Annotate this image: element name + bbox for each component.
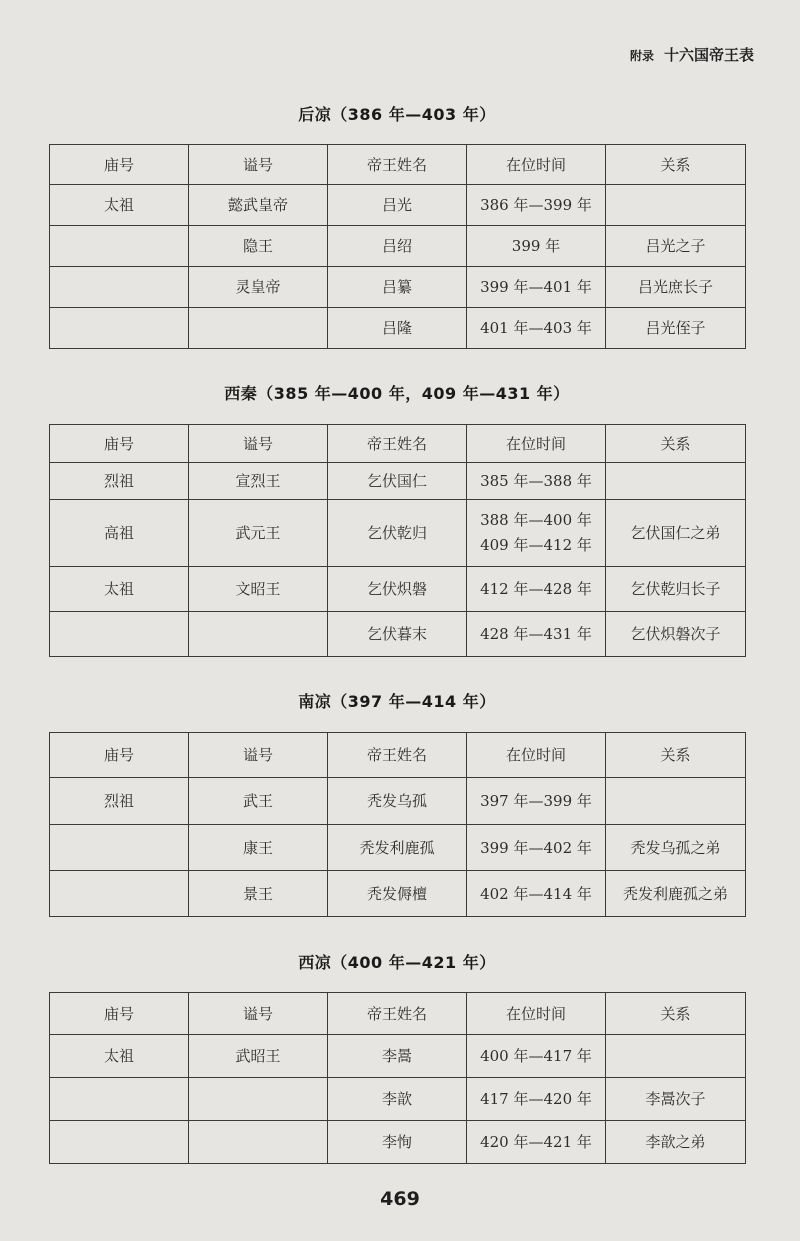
table-row [50, 871, 746, 917]
header-cell: 谥号 [189, 733, 328, 778]
table-row [50, 463, 746, 500]
table-header-row [50, 145, 746, 185]
table-cell: 秃发乌孤之弟 [606, 825, 746, 871]
table-cell: 385 年—388 年 [467, 463, 606, 500]
header-cell: 在位时间 [467, 993, 606, 1035]
table-cell: 417 年—420 年 [467, 1078, 606, 1121]
table-cell: 388 年—400 年 409 年—412 年 [467, 500, 606, 567]
header-cell: 庙号 [50, 425, 189, 463]
section-title: 后凉（386 年—403 年） [298, 105, 496, 124]
table-cell: 乞伏乾归长子 [606, 567, 746, 612]
table-cell [189, 1078, 328, 1121]
ruler-table [49, 992, 746, 1164]
table-row [50, 1035, 746, 1078]
table-row [50, 500, 746, 567]
header-cell: 在位时间 [467, 145, 606, 185]
table-cell: 399 年—401 年 [467, 267, 606, 308]
section-title: 西秦（385 年—400 年，409 年—431 年） [224, 384, 570, 403]
table-cell [606, 778, 746, 825]
table-cell: 412 年—428 年 [467, 567, 606, 612]
table-cell [50, 825, 189, 871]
ruler-table [49, 424, 746, 657]
table-cell: 李暠 [328, 1035, 467, 1078]
ruler-table [49, 732, 746, 917]
table-cell: 乞伏暮末 [328, 612, 467, 657]
table-cell: 秃发利鹿孤 [328, 825, 467, 871]
header-cell: 帝王姓名 [328, 733, 467, 778]
header-cell: 庙号 [50, 145, 189, 185]
table-cell: 宣烈王 [189, 463, 328, 500]
table-cell: 420 年—421 年 [467, 1121, 606, 1164]
header-cell: 关系 [606, 733, 746, 778]
header-cell: 谥号 [189, 425, 328, 463]
header-cell: 庙号 [50, 993, 189, 1035]
table-cell: 吕光之子 [606, 226, 746, 267]
table-cell: 吕隆 [328, 308, 467, 349]
header-cell: 在位时间 [467, 425, 606, 463]
ruler-table [49, 144, 746, 349]
section-xiliang [49, 950, 745, 1164]
header-cell: 帝王姓名 [328, 993, 467, 1035]
table-cell: 灵皇帝 [189, 267, 328, 308]
table-cell: 太祖 [50, 185, 189, 226]
table-row [50, 185, 746, 226]
table-cell: 太祖 [50, 567, 189, 612]
table-cell: 吕光庶长子 [606, 267, 746, 308]
table-cell: 乞伏炽磐 [328, 567, 467, 612]
header-cell: 关系 [606, 993, 746, 1035]
table-header-row [50, 733, 746, 778]
table-row [50, 308, 746, 349]
table-cell: 吕绍 [328, 226, 467, 267]
table-header-row [50, 993, 746, 1035]
table-cell [189, 308, 328, 349]
table-cell [50, 871, 189, 917]
section-houliang [49, 102, 745, 349]
table-cell: 烈祖 [50, 778, 189, 825]
running-head-title: 十六国帝王表 [663, 46, 754, 64]
page-number: 469 [380, 1188, 420, 1210]
table-header-row [50, 425, 746, 463]
running-head [630, 44, 754, 65]
table-row [50, 1121, 746, 1164]
section-title: 西凉（400 年—421 年） [298, 953, 496, 972]
table-cell: 428 年—431 年 [467, 612, 606, 657]
header-cell: 帝王姓名 [328, 425, 467, 463]
header-cell: 帝王姓名 [328, 145, 467, 185]
table-cell: 吕光侄子 [606, 308, 746, 349]
table-row [50, 825, 746, 871]
table-cell: 399 年 [467, 226, 606, 267]
section-title: 南凉（397 年—414 年） [298, 692, 496, 711]
table-cell: 太祖 [50, 1035, 189, 1078]
table-cell: 隐王 [189, 226, 328, 267]
table-row [50, 226, 746, 267]
table-cell: 397 年—399 年 [467, 778, 606, 825]
table-cell: 文昭王 [189, 567, 328, 612]
table-cell: 乞伏国仁 [328, 463, 467, 500]
section-xiqin [49, 381, 745, 657]
table-cell [50, 308, 189, 349]
section-nanliang [49, 689, 745, 917]
table-cell: 李恂 [328, 1121, 467, 1164]
table-cell [606, 463, 746, 500]
table-cell: 高祖 [50, 500, 189, 567]
table-cell [50, 226, 189, 267]
table-cell [189, 1121, 328, 1164]
header-cell: 在位时间 [467, 733, 606, 778]
table-cell [606, 1035, 746, 1078]
table-cell: 李暠次子 [606, 1078, 746, 1121]
table-cell: 景王 [189, 871, 328, 917]
table-cell [606, 185, 746, 226]
table-cell: 李歆之弟 [606, 1121, 746, 1164]
table-cell: 399 年—402 年 [467, 825, 606, 871]
header-cell: 关系 [606, 145, 746, 185]
table-cell: 386 年—399 年 [467, 185, 606, 226]
table-cell: 武昭王 [189, 1035, 328, 1078]
table-cell [50, 612, 189, 657]
table-cell: 401 年—403 年 [467, 308, 606, 349]
header-cell: 关系 [606, 425, 746, 463]
table-row [50, 778, 746, 825]
table-cell: 乞伏炽磐次子 [606, 612, 746, 657]
table-cell: 吕纂 [328, 267, 467, 308]
table-cell: 402 年—414 年 [467, 871, 606, 917]
table-row [50, 567, 746, 612]
table-cell: 武元王 [189, 500, 328, 567]
table-cell: 烈祖 [50, 463, 189, 500]
table-cell: 康王 [189, 825, 328, 871]
table-cell: 李歆 [328, 1078, 467, 1121]
table-cell: 秃发利鹿孤之弟 [606, 871, 746, 917]
running-head-section: 附录 [629, 49, 654, 63]
table-row [50, 612, 746, 657]
table-cell: 懿武皇帝 [189, 185, 328, 226]
table-cell: 400 年—417 年 [467, 1035, 606, 1078]
table-cell: 吕光 [328, 185, 467, 226]
table-cell [50, 1078, 189, 1121]
table-cell [189, 612, 328, 657]
table-cell: 乞伏乾归 [328, 500, 467, 567]
table-cell: 秃发傉檀 [328, 871, 467, 917]
header-cell: 谥号 [189, 993, 328, 1035]
table-cell [50, 267, 189, 308]
table-row [50, 267, 746, 308]
table-cell [50, 1121, 189, 1164]
table-cell: 乞伏国仁之弟 [606, 500, 746, 567]
table-cell: 武王 [189, 778, 328, 825]
header-cell: 谥号 [189, 145, 328, 185]
header-cell: 庙号 [50, 733, 189, 778]
table-cell: 秃发乌孤 [328, 778, 467, 825]
table-row [50, 1078, 746, 1121]
